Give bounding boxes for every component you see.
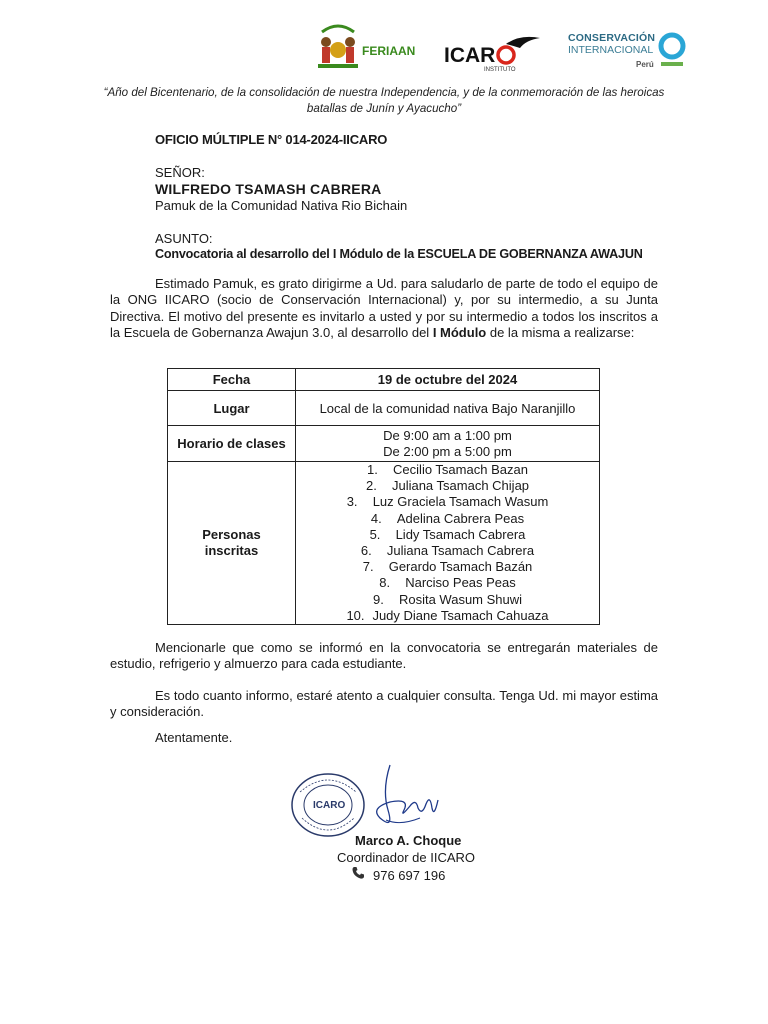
closing-salutation: Atentamente.	[155, 730, 233, 745]
list-item-name: Narciso Peas Peas	[405, 575, 516, 591]
list-item-number: 1.	[367, 462, 378, 477]
feriaan-logo-text: FERIAAN	[362, 44, 416, 58]
lugar-value: Local de la comunidad nativa Bajo Naranjillo	[296, 391, 600, 426]
subject-text: Convocatoria al desarrollo del I Módulo de la ESCUELA DE GOBERNANZA AWAJUN	[155, 247, 643, 261]
event-details-table	[167, 368, 600, 625]
intro-paragraph-part2: de la misma a realizarse:	[486, 325, 635, 341]
ci-logo-country: Perú	[636, 60, 654, 69]
list-item-number: 7.	[362, 559, 374, 575]
list-item-number: 6.	[360, 543, 372, 559]
materials-paragraph: Mencionarle que como se informó en la convocatoria se entregarán materiales de estudio, refrigerio y almuerzo para cada estudiante.	[110, 640, 658, 672]
list-item-name: Luz Graciela Tsamach Wasum	[372, 494, 549, 510]
recipient-name: WILFREDO TSAMASH CABRERA	[155, 181, 382, 197]
list-item-number: 9.	[372, 591, 384, 607]
signer-phone	[351, 866, 445, 883]
document-number: OFICIO MÚLTIPLE N° 014-2024-IICARO	[155, 132, 388, 147]
ci-logo-line1: CONSERVACIÓN	[568, 32, 656, 44]
personas-label	[168, 462, 296, 625]
list-item	[296, 559, 599, 575]
table-row	[168, 462, 600, 625]
signer-name: Marco A. Choque	[355, 833, 462, 848]
icaro-logo	[440, 28, 550, 78]
list-item-name: Gerardo Tsamach Bazán	[388, 559, 533, 575]
personas-label-line1: Personas	[202, 527, 261, 543]
lugar-label: Lugar	[168, 391, 296, 426]
handwritten-signature	[360, 760, 450, 835]
horario-line2: De 2:00 pm a 5:00 pm	[383, 443, 512, 459]
svg-text:INSTITUTO: INSTITUTO	[484, 67, 516, 73]
list-item-name: Judy Diane Tsamach Cahuaza	[372, 607, 549, 623]
subject-label: ASUNTO:	[155, 231, 213, 246]
signer-role: Coordinador de IICARO	[337, 850, 476, 865]
list-item	[296, 462, 599, 478]
list-item-name: Cecilio Tsamach Bazan	[393, 462, 528, 477]
ci-logo-line2: INTERNACIONAL	[568, 44, 654, 56]
header-logos	[0, 18, 768, 78]
list-item-name: Juliana Tsamach Chijap	[391, 478, 530, 494]
list-item	[296, 592, 599, 608]
personas-label-line2: inscritas	[204, 543, 259, 559]
fecha-value: 19 de octubre del 2024	[296, 369, 600, 391]
list-item-name: Juliana Tsamach Cabrera	[386, 543, 535, 559]
intro-paragraph-bold: I Módulo	[432, 325, 487, 341]
list-item	[296, 511, 599, 527]
official-stamp	[290, 772, 368, 838]
motto-text: “Año del Bicentenario, de la consolidación de nuestra Independencia, y de la conmemoración de las heroicas batallas de Junín y Ayacucho”	[103, 86, 665, 115]
people-container	[296, 462, 599, 624]
list-item-number: 8.	[379, 575, 391, 591]
fecha-label: Fecha	[168, 369, 296, 391]
list-item	[296, 494, 599, 510]
recipient-role: Pamuk de la Comunidad Nativa Rio Bichain	[155, 198, 408, 213]
table-row	[168, 391, 600, 426]
intro-paragraph	[110, 276, 658, 342]
horario-line1: De 9:00 am a 1:00 pm	[383, 427, 512, 443]
list-item-name: Adelina Cabrera Peas	[396, 510, 525, 526]
table-row	[168, 426, 600, 462]
salutation-label: SEÑOR:	[155, 165, 205, 180]
people-list	[296, 462, 600, 625]
list-item	[296, 608, 599, 624]
ci-circle-icon	[658, 32, 686, 60]
list-item-number: 5.	[369, 526, 381, 542]
phone-icon	[351, 866, 367, 883]
list-item-number: 10.	[346, 607, 365, 623]
list-item-number: 3.	[346, 494, 358, 510]
intro-paragraph-part1: Estimado Pamuk, es grato dirigirme a Ud. para saludarlo de parte de todo el equipo de la ONG IICARO (socio de Conservación Internacional) y, por su intermedio, a su Junta Directiva. El motivo del presente es invitarlo a usted y por su intermedio a todos los inscritos a la Escuela de Gobernanza Awajun 3.0, al desarrollo del	[110, 276, 658, 341]
list-item-number: 4.	[370, 510, 382, 526]
list-item-number: 2.	[365, 478, 377, 494]
list-item	[296, 543, 599, 559]
svg-text:ICARO: ICARO	[313, 800, 346, 811]
list-item-name: Rosita Wasum Shuwi	[398, 591, 523, 607]
phone-number: 976 697 196	[373, 868, 446, 883]
closing-paragraph: Es todo cuanto informo, estaré atento a cualquier consulta. Tenga Ud. mi mayor estima y consideración.	[110, 688, 658, 720]
list-item	[296, 527, 599, 543]
svg-text:ICAR: ICAR	[444, 44, 496, 67]
list-item-name: Lidy Tsamach Cabrera	[395, 526, 526, 542]
horario-label: Horario de clases	[168, 426, 296, 462]
feriaan-emblem-icon	[312, 22, 364, 72]
horario-value	[296, 426, 600, 462]
list-item	[296, 575, 599, 591]
conservacion-internacional-logo	[568, 32, 693, 82]
table-row	[168, 369, 600, 391]
list-item	[296, 478, 599, 494]
